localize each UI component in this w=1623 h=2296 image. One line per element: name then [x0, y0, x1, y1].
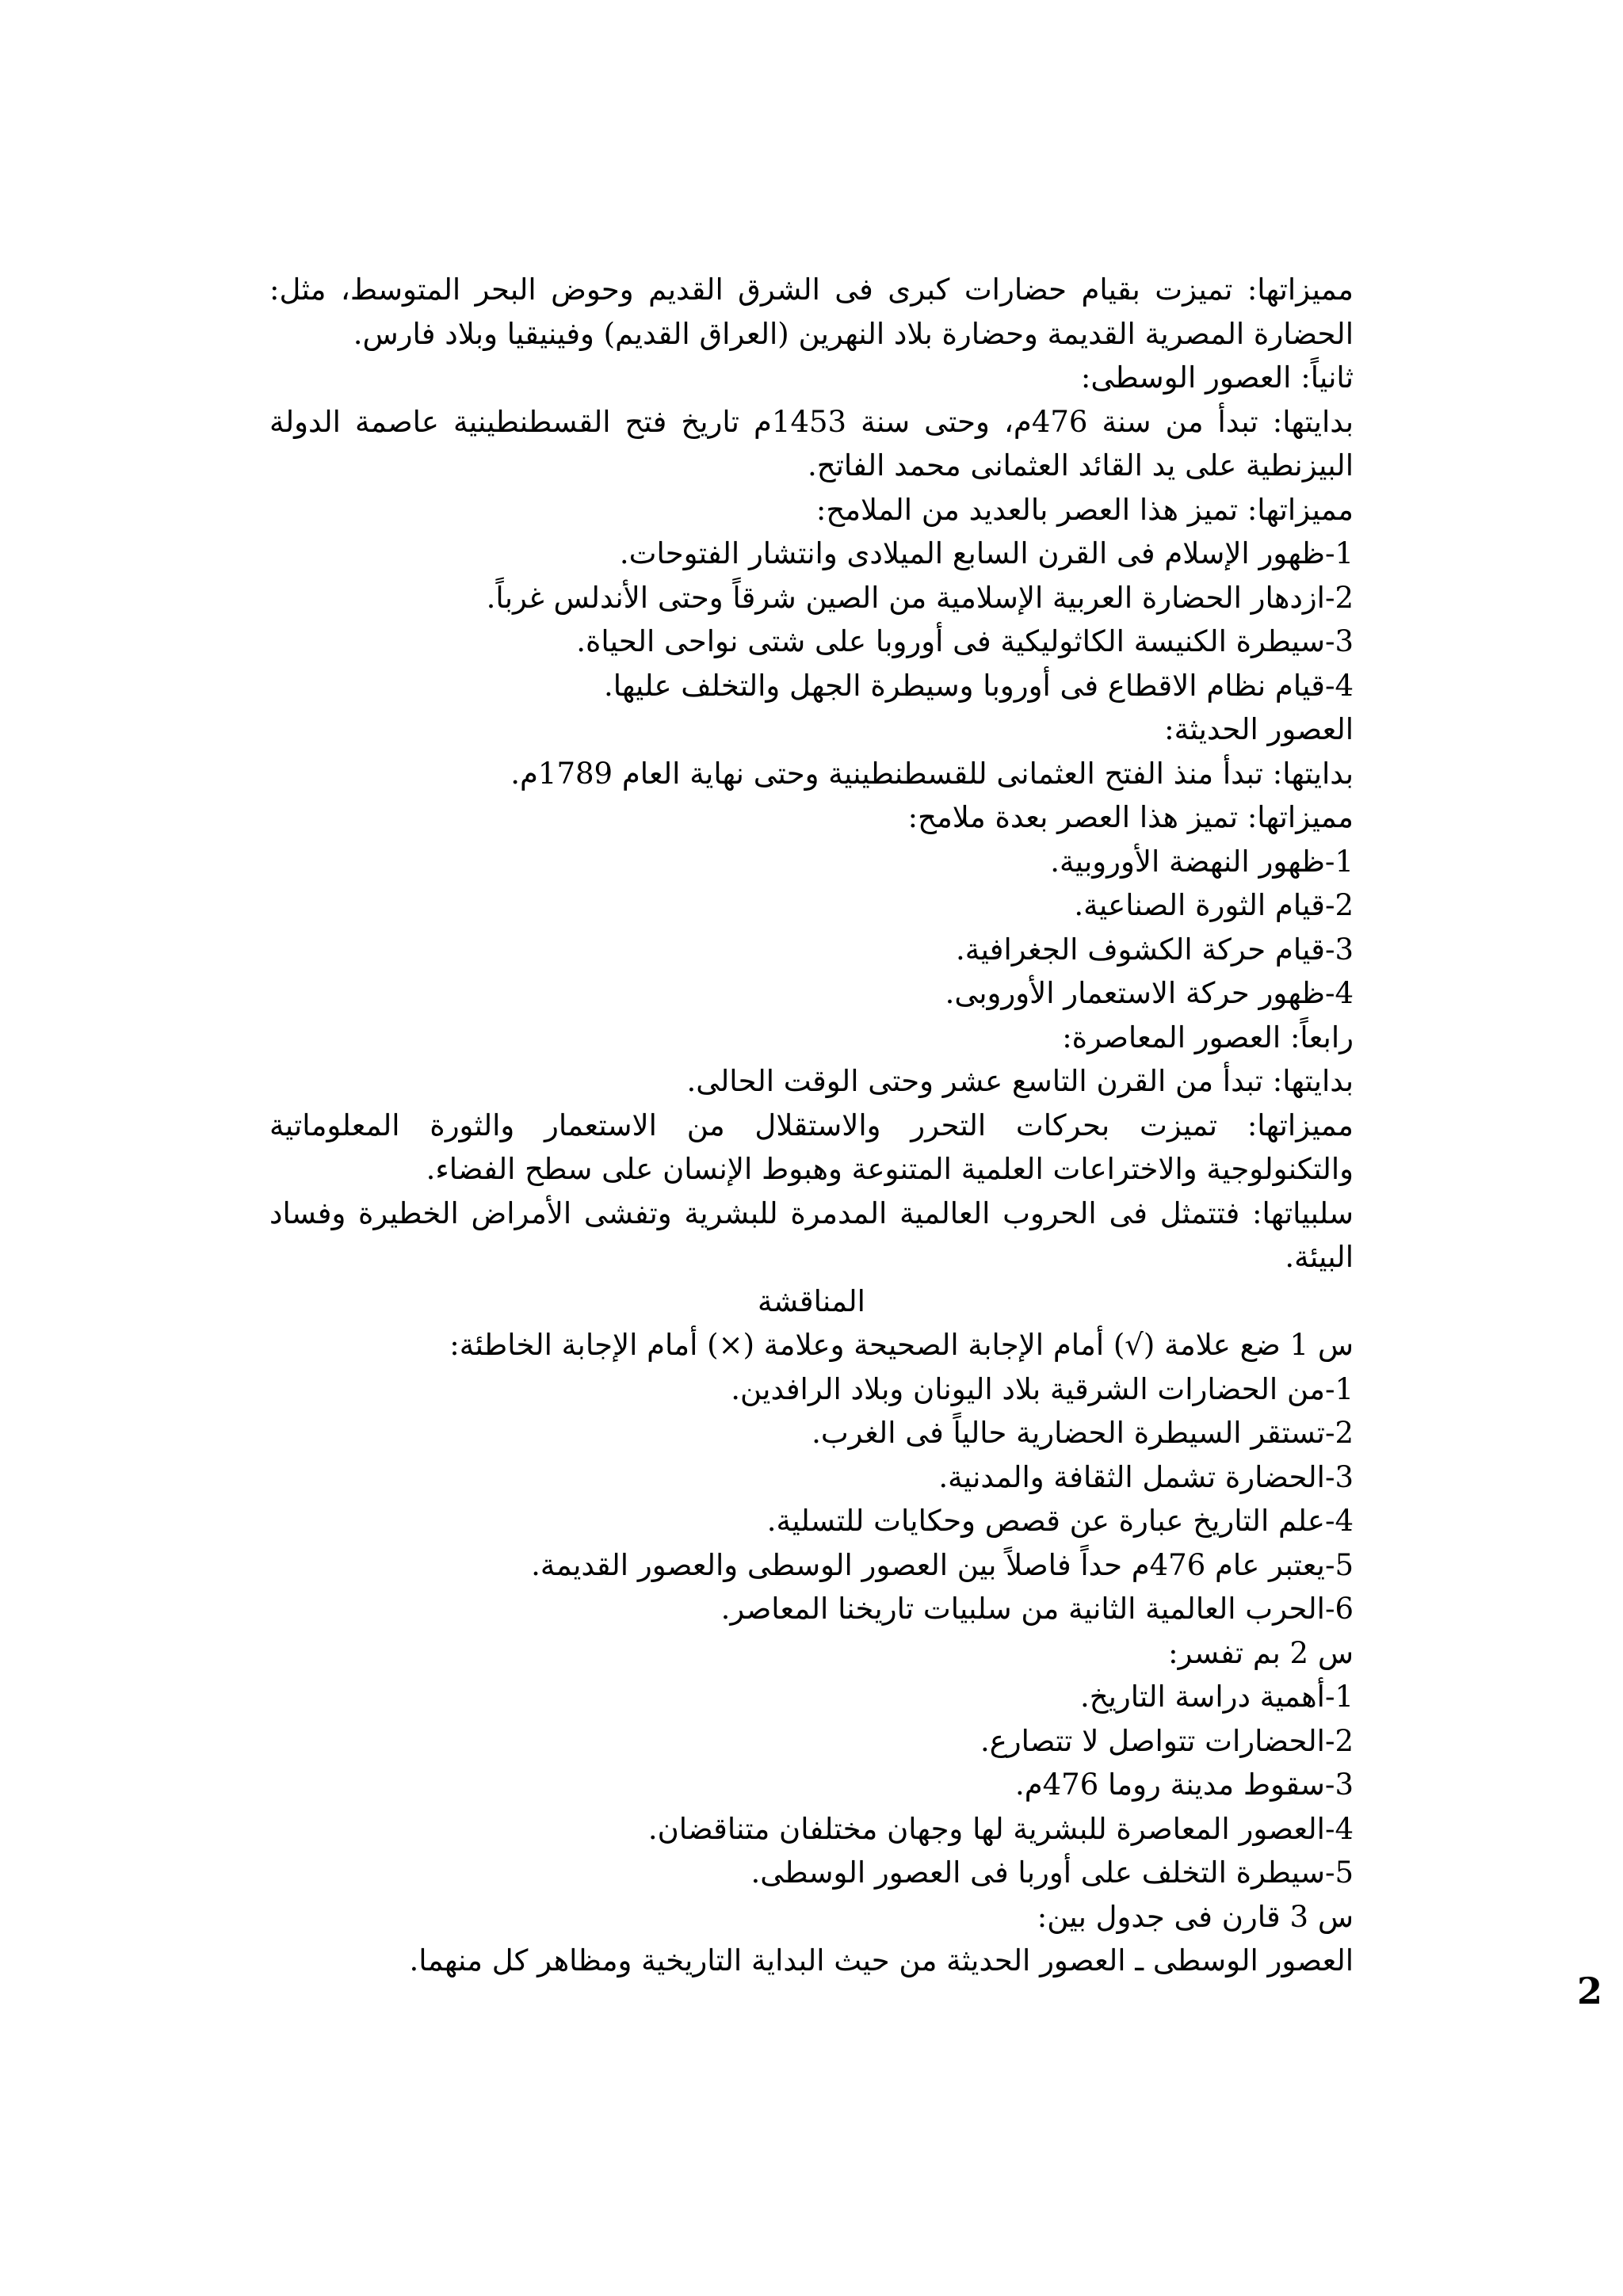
text-line: 4-العصور المعاصرة للبشرية لها وجهان مختلفان متناقضان.: [647, 1811, 1354, 1846]
text-line: مميزاتها: تميز هذا العصر بعدة ملامح:: [907, 800, 1354, 834]
text-line: س 1 ضع علامة (√) أمام الإجابة الصحيحة وعلامة (×) أمام الإجابة الخاطئة:: [449, 1328, 1354, 1362]
document-body: [269, 268, 1354, 1983]
text-line: 1-من الحضارات الشرقية بلاد اليونان وبلاد الرافدين.: [731, 1371, 1354, 1406]
text-line: 6-الحرب العالمية الثانية من سلبيات تاريخنا المعاصر.: [720, 1592, 1354, 1626]
text-line: 3-الحضارة تشمل الثقافة والمدنية.: [938, 1459, 1354, 1494]
text-line: مميزاتها: تميزت بقيام حضارات كبرى فى الشرق القديم وحوض البحر المتوسط، مثل:: [269, 273, 1354, 307]
text-line: 4-قيام نظام الاقطاع فى أوروبا وسيطرة الجهل والتخلف عليها.: [603, 668, 1354, 703]
text-line: 4-علم التاريخ عبارة عن قصص وحكايات للتسلية.: [766, 1504, 1354, 1538]
text-line: 3-سقوط مدينة روما 476م.: [1014, 1768, 1354, 1802]
text-line: والتكنولوجية والاختراعات العلمية المتنوعة وهبوط الإنسان على سطح الفضاء.: [426, 1152, 1354, 1186]
text-line: رابعاً: العصور المعاصرة:: [1062, 1020, 1354, 1055]
text-line: البيزنطية على يد القائد العثمانى محمد الفاتح.: [807, 448, 1354, 482]
text-line: مميزاتها: تميز هذا العصر بالعديد من الملامح:: [815, 492, 1354, 527]
text-line: 2-قيام الثورة الصناعية.: [1074, 888, 1354, 922]
text-line: 4-ظهور حركة الاستعمار الأوروبى.: [945, 976, 1354, 1010]
text-line: 3-سيطرة الكنيسة الكاثوليكية فى أوروبا على شتى نواحى الحياة.: [576, 624, 1354, 658]
text-line: 5-يعتبر عام 476م حداً فاصلاً بين العصور الوسطى والعصور القديمة.: [531, 1547, 1354, 1582]
text-line: 3-قيام حركة الكشوف الجغرافية.: [956, 932, 1354, 967]
text-line: الحضارة المصرية القديمة وحضارة بلاد النهرين (العراق القديم) وفينيقيا وبلاد فارس.: [353, 316, 1354, 351]
text-line: س 3 قارن فى جدول بين:: [1037, 1899, 1354, 1934]
text-line: العصور الحديثة:: [1164, 712, 1354, 746]
text-line: 2-ازدهار الحضارة العربية الإسلامية من الصين شرقاً وحتى الأندلس غرباً.: [486, 580, 1354, 615]
text-line: س 2 بم تفسر:: [1168, 1635, 1354, 1670]
text-line: سلبياتها: فتتمثل فى الحروب العالمية المدمرة للبشرية وتفشى الأمراض الخطيرة وفساد: [269, 1196, 1354, 1230]
text-line: 2-الحضارات تتواصل لا تتصارع.: [980, 1723, 1354, 1758]
text-line: 2-تستقر السيطرة الحضارية حالياً فى الغرب.: [812, 1416, 1354, 1450]
text-line: مميزاتها: تميزت بحركات التحرر والاستقلال من الاستعمار والثورة المعلوماتية: [269, 1108, 1354, 1142]
section-heading: المناقشة: [758, 1283, 865, 1318]
text-line: ثانياً: العصور الوسطى:: [1080, 360, 1354, 395]
text-line: البيئة.: [1285, 1240, 1354, 1274]
text-line: العصور الوسطى ـ العصور الحديثة من حيث البداية التاريخية ومظاهر كل منهما.: [409, 1943, 1354, 1978]
page-number: 2: [1576, 1970, 1602, 2012]
text-line: 1-ظهور الإسلام فى القرن السابع الميلادى وانتشار الفتوحات.: [619, 536, 1354, 570]
text-line: 5-سيطرة التخلف على أوربا فى العصور الوسطى.: [750, 1855, 1354, 1890]
text-line: بدايتها: تبدأ من سنة 476م، وحتى سنة 1453م تاريخ فتح القسطنطينية عاصمة الدولة: [269, 404, 1354, 439]
text-line: بدايتها: تبدأ من القرن التاسع عشر وحتى الوقت الحالى.: [686, 1064, 1354, 1098]
text-line: بدايتها: تبدأ منذ الفتح العثمانى للقسطنطينية وحتى نهاية العام 1789م.: [510, 756, 1354, 791]
text-line: 1-أهمية دراسة التاريخ.: [1079, 1680, 1354, 1714]
text-line: 1-ظهور النهضة الأوروبية.: [1050, 844, 1354, 879]
